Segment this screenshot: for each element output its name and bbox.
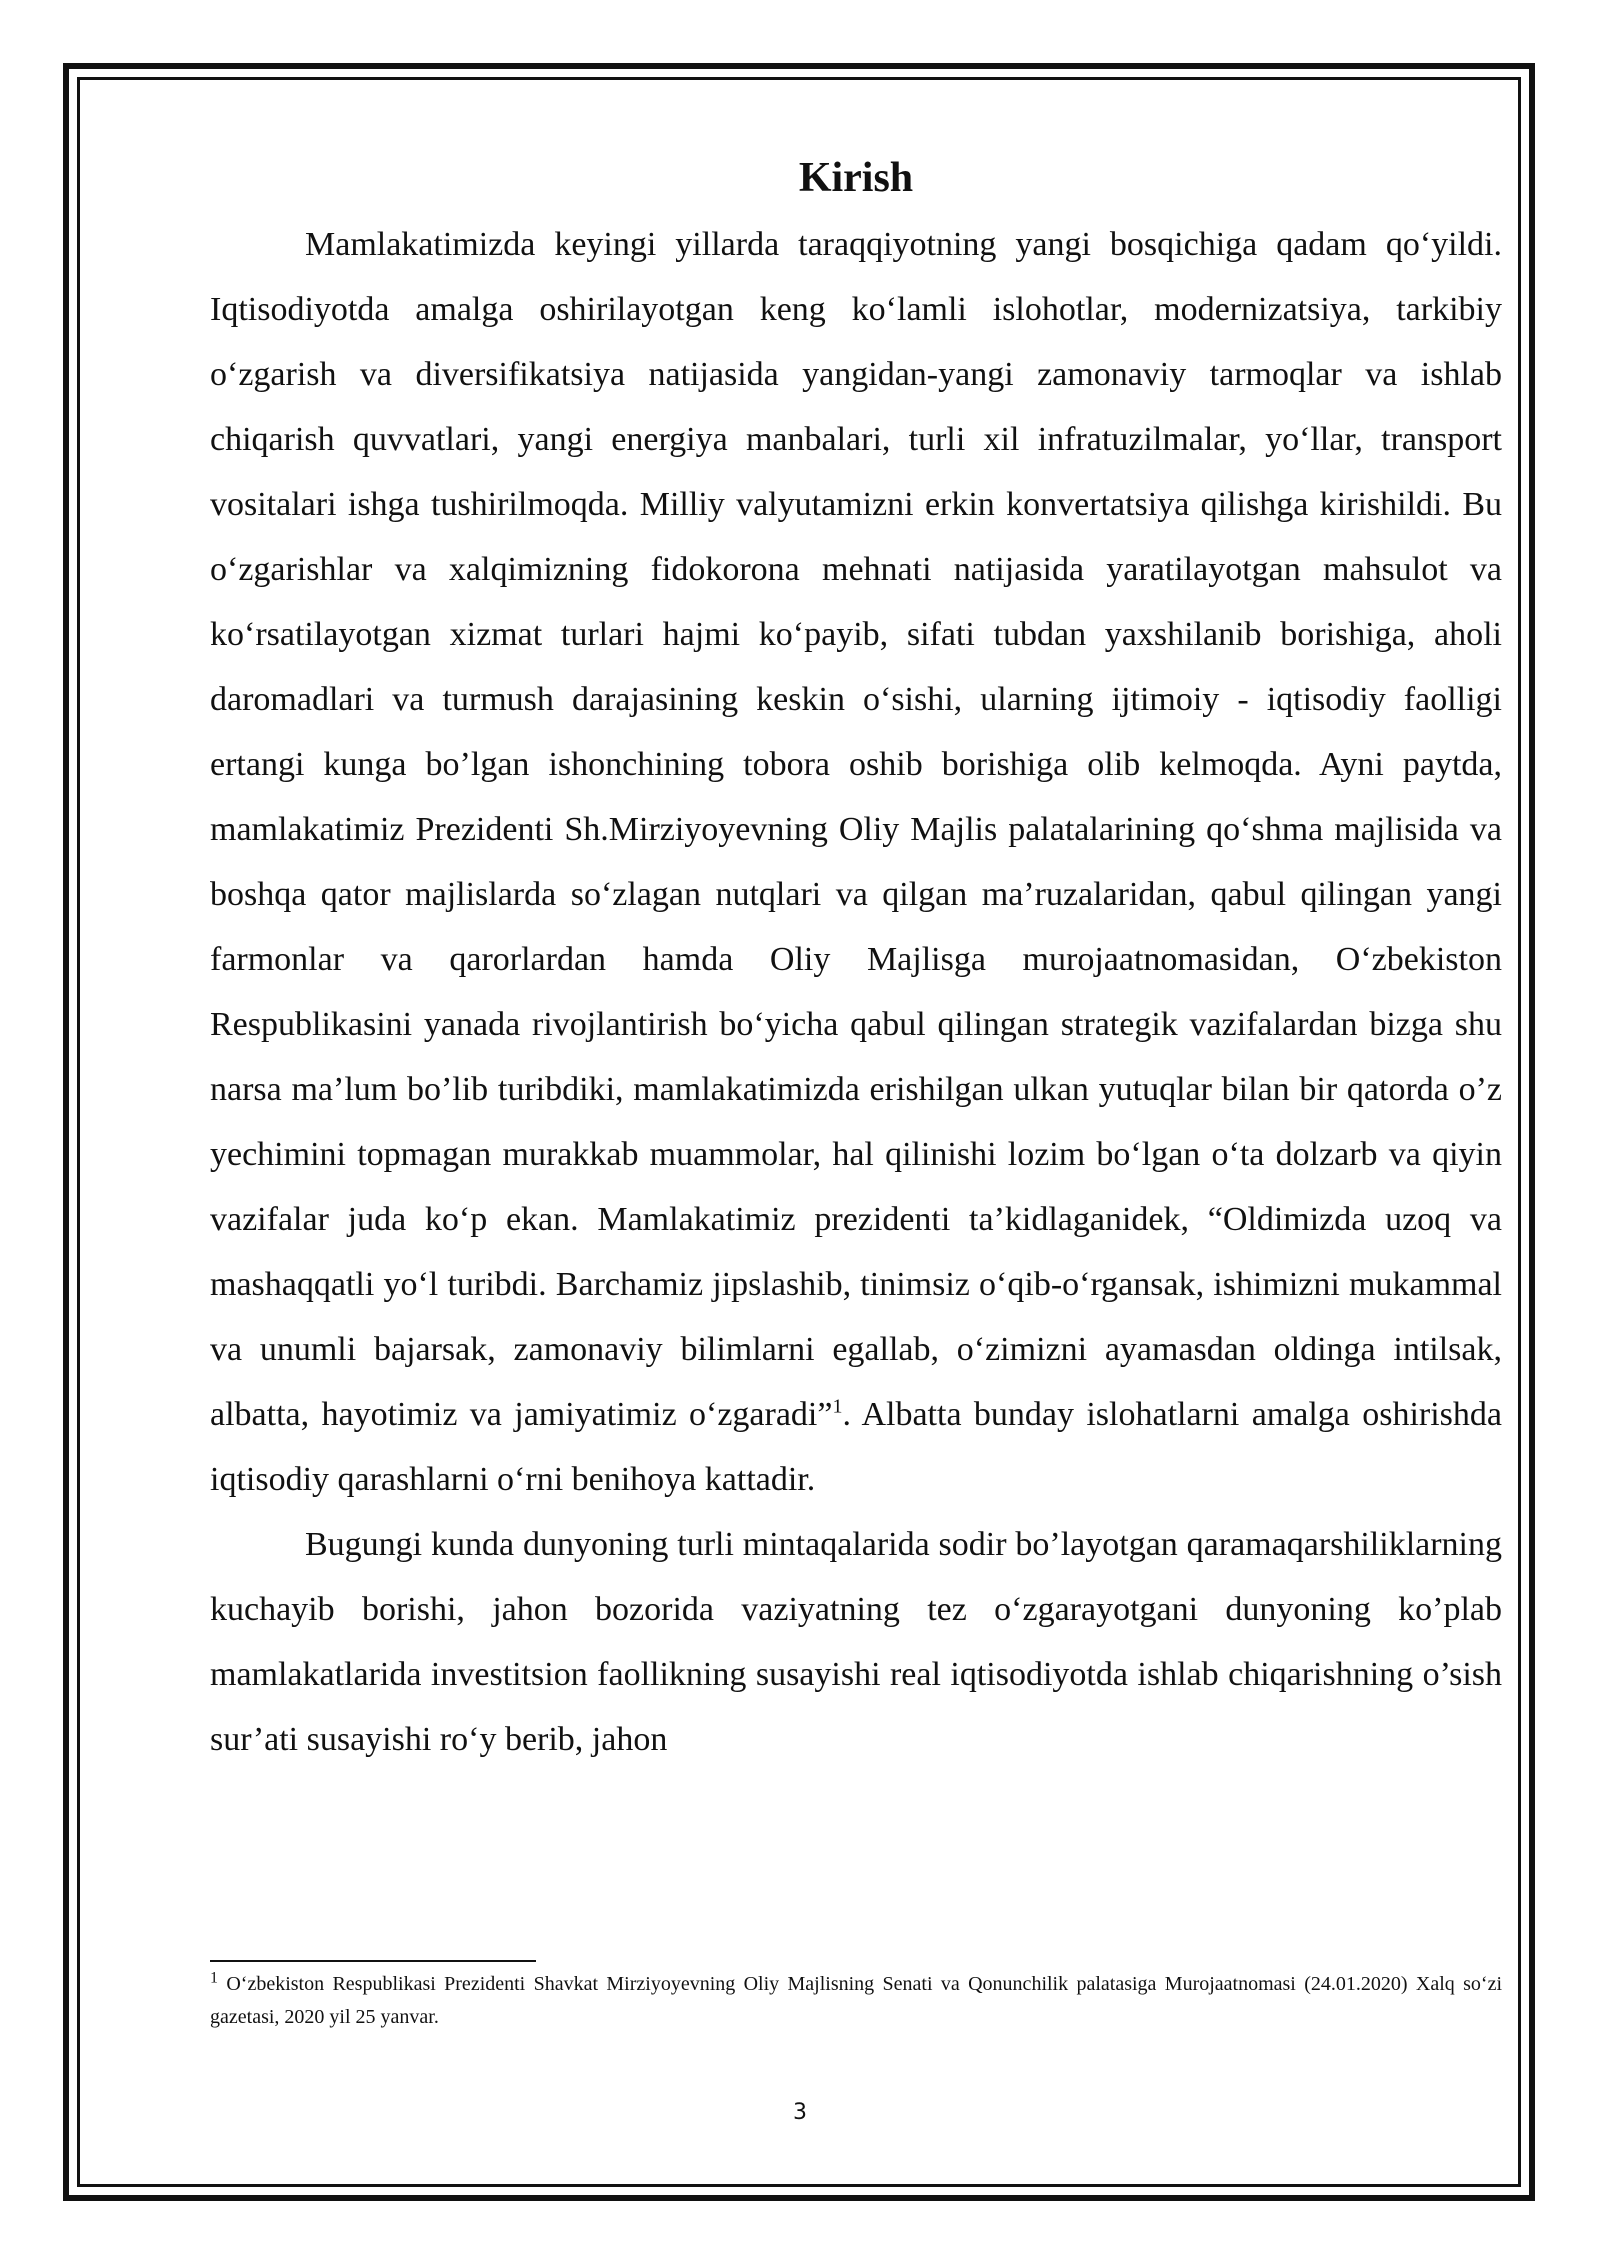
footnote-text: O‘zbekiston Respublikasi Prezidenti Shavkat Mirziyoyevning Oliy Majlisning Senati va Qonunchilik palatasiga Murojaatnomasi (24.01.2020) Xalq so‘zi gazetasi, 2020 yil 25 yanvar. [210, 1973, 1503, 2028]
document-body [210, 148, 1502, 1772]
paragraph-1-continuation: . Albatta bunday islohatlarni amalga oshirishda iqtisodiy qarashlarni o‘rni benihoya kattadir. [210, 1396, 1502, 1498]
page-title: Kirish [798, 155, 914, 201]
footnote-separator [210, 1960, 536, 1962]
footnote-reference[interactable]: 1 [832, 1395, 843, 1418]
paragraph-2: Bugungi kunda dunyoning turli mintaqalarida sodir bo’layotgan qaramaqarshiliklarning kuchayib borishi, jahon bozorida vaziyatning tez o‘zgarayotgani dunyoning ko’plab mamlakatlarida investitsion faollikning susayishi real iqtisodiyotda ishlab chiqarishning o’sish sur’ati susayishi ro‘y berib, jahon [210, 1526, 1502, 1758]
footnote [210, 1968, 1502, 2034]
page-number: 3 [793, 2100, 807, 2125]
paragraph-1 [210, 212, 1502, 1512]
footnote-number: 1 [210, 1969, 218, 1987]
paragraph-1-text: Mamlakatimizda keyingi yillarda taraqqiyotning yangi bosqichiga qadam qo‘yildi. Iqtisodiyotda amalga oshirilayotgan keng ko‘lamli islohotlar, modernizatsiya, tarkibiy o‘zgarish va diversifikatsiya natijasida yangidan-yangi zamonaviy tarmoqlar va ishlab chiqarish quvvatlari, yangi energiya manbalari, turli xil infratuzilmalar, yo‘llar, transport vositalari ishga tushirilmoqda. Milliy valyutamizni erkin konvertatsiya qilishga kirishildi. Bu o‘zgarishlar va xalqimizning fidokorona mehnati natijasida yaratilayotgan mahsulot va ko‘rsatilayotgan xizmat turlari hajmi ko‘payib, sifati tubdan yaxshilanib borishiga, aholi daromadlari va turmush darajasining keskin o‘sishi, ularning ijtimoiy - iqtisodiy faolligi ertangi kunga bo’lgan ishonchining tobora oshib borishiga olib kelmoqda. Ayni paytda, mamlakatimiz Prezidenti Sh.Mirziyoyevning Oliy Majlis palatalarining qo‘shma majlisida va boshqa qator majlislarda so‘zlagan nutqlari va qilgan ma’ruzalaridan, qabul qilingan yangi farmonlar va qarorlardan hamda Oliy Majlisga murojaatnomasidan, O‘zbekiston Respublikasini yanada rivojlantirish bo‘yicha qabul qilingan strategik vazifalardan bizga shu narsa ma’lum bo’lib turibdiki, mamlakatimizda erishilgan ulkan yutuqlar bilan bir qatorda o’z yechimini topmagan murakkab muammolar, hal qilinishi lozim bo‘lgan o‘ta dolzarb va qiyin vazifalar juda ko‘p ekan. Mamlakatimiz prezidenti ta’kidlaganidek, “Oldimizda uzoq va mashaqqatli yo‘l turibdi. Barchamiz jipslashib, tinimsiz o‘qib-o‘rgansak, ishimizni mukammal va unumli bajarsak, zamonaviy bilimlarni egallab, o‘zimizni ayamasdan oldinga intilsak, albatta, hayotimiz va jamiyatimiz o‘zgaradi” [210, 226, 1502, 1433]
